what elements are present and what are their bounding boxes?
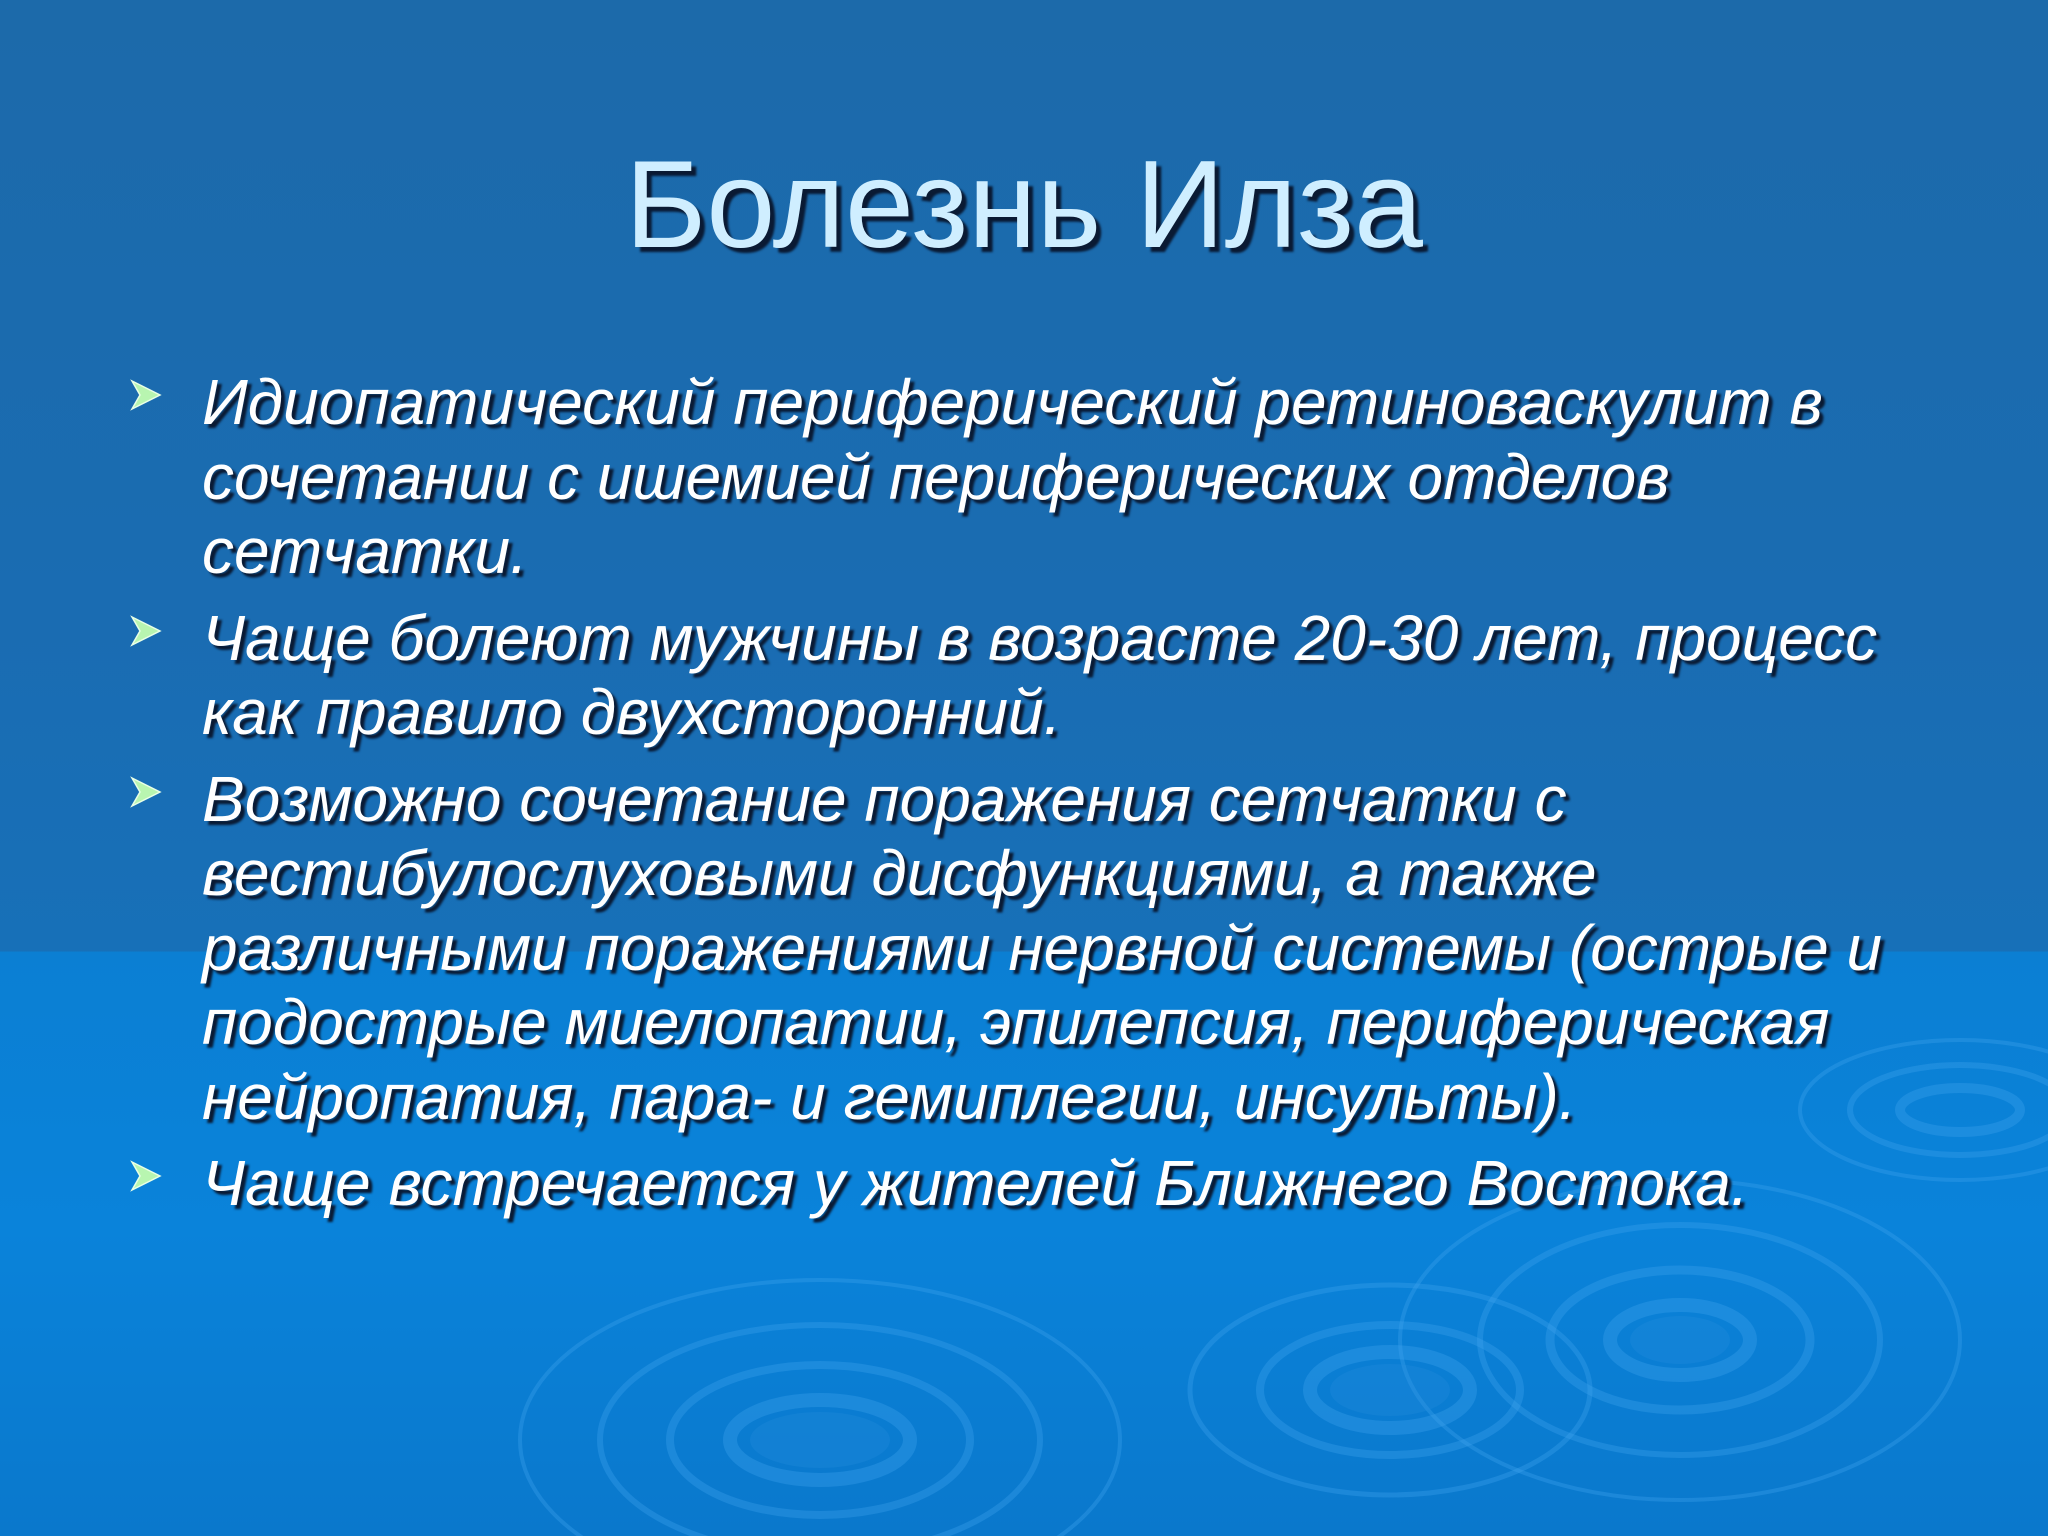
arrow-bullet-icon: [128, 1158, 164, 1194]
slide-title: Болезнь Илза: [625, 136, 1423, 274]
arrow-bullet-icon: [128, 774, 164, 810]
bullet-item: [120, 365, 1960, 589]
arrow-bullet-icon: [128, 377, 164, 413]
bullet-list: [120, 365, 1960, 1233]
bullet-text: Возможно сочетание поражения сетчатки с вестибулослуховыми дисфункциями, а также различными поражениями нервной системы (острые и подострые миелопатии, эпилепсия, периферическая нейропатия, пара- и гемиплегии, инсульты).: [202, 762, 1883, 1133]
bullet-text: Чаще встречается у жителей Ближнего Востока.: [202, 1147, 1749, 1219]
bullet-text: Чаще болеют мужчины в возрасте 20-30 лет, процесс как правило двухсторонний.: [202, 601, 1878, 748]
bullet-item: [120, 1146, 1960, 1221]
bullet-text: Идиопатический периферический ретиноваскулит в сочетании с ишемией периферических отделов сетчатки.: [202, 366, 1823, 587]
bullet-item: [120, 762, 1960, 1135]
arrow-bullet-icon: [128, 613, 164, 649]
bullet-item: [120, 601, 1960, 750]
